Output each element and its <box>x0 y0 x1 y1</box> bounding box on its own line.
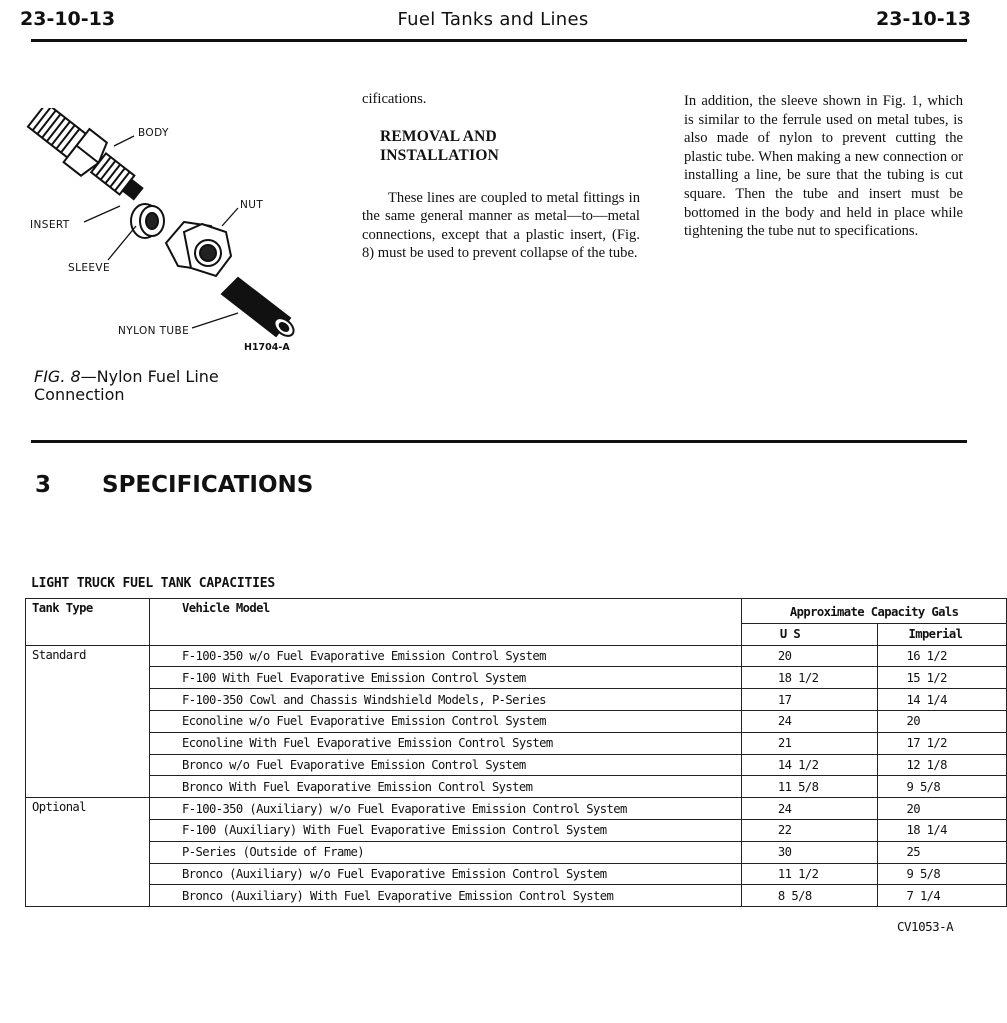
middle-text-column <box>362 90 640 263</box>
tank-type-cell: Optional <box>26 798 150 907</box>
table-row <box>26 863 1007 885</box>
table-header-row <box>26 599 1007 624</box>
continued-text: cifications. <box>362 91 427 107</box>
imperial-capacity-cell: 20 <box>878 710 1007 732</box>
figure-code: H1704-A <box>244 342 290 353</box>
imperial-capacity-cell: 12 1/8 <box>878 754 1007 776</box>
header-rule <box>31 39 967 42</box>
figure-number: FIG. 8 <box>34 367 81 386</box>
table-row <box>26 667 1007 689</box>
imperial-capacity-cell: 15 1/2 <box>878 667 1007 689</box>
table-row <box>26 776 1007 798</box>
vehicle-model-cell: F-100-350 Cowl and Chassis Windshield Models, P-Series <box>150 689 742 711</box>
nylon-fuel-line-illustration <box>26 108 316 358</box>
figure-caption <box>34 368 274 404</box>
label-nut: NUT <box>240 199 264 211</box>
table-row <box>26 819 1007 841</box>
removal-paragraph: These lines are coupled to metal fittings in the same general manner as metal—to—metal connections, except that a plastic insert, (Fig. 8) must be used to prevent collapse of the tube. <box>362 189 640 262</box>
imperial-capacity-cell: 9 5/8 <box>878 776 1007 798</box>
table-row <box>26 885 1007 907</box>
us-capacity-cell: 11 1/2 <box>741 863 878 885</box>
vehicle-model-cell: Bronco (Auxiliary) With Fuel Evaporative Emission Control System <box>150 885 742 907</box>
us-capacity-cell: 8 5/8 <box>741 885 878 907</box>
table-code: CV1053-A <box>897 919 954 934</box>
table-row <box>26 798 1007 820</box>
us-capacity-cell: 20 <box>741 645 878 667</box>
tank-type-cell: Standard <box>26 645 150 798</box>
heading-line-1: REMOVAL AND <box>380 127 497 145</box>
label-sleeve: SLEEVE <box>68 262 111 274</box>
table-row <box>26 841 1007 863</box>
imperial-capacity-cell: 7 1/4 <box>878 885 1007 907</box>
vehicle-model-cell: F-100-350 w/o Fuel Evaporative Emission Control System <box>150 645 742 667</box>
table-row <box>26 732 1007 754</box>
imperial-capacity-cell: 14 1/4 <box>878 689 1007 711</box>
vehicle-model-cell: F-100 With Fuel Evaporative Emission Control System <box>150 667 742 689</box>
label-nylon-tube: NYLON TUBE <box>118 325 190 337</box>
us-capacity-cell: 24 <box>741 710 878 732</box>
vehicle-model-cell: Bronco (Auxiliary) w/o Fuel Evaporative Emission Control System <box>150 863 742 885</box>
imperial-capacity-cell: 18 1/4 <box>878 819 1007 841</box>
vehicle-model-cell: P-Series (Outside of Frame) <box>150 841 742 863</box>
vehicle-model-cell: F-100-350 (Auxiliary) w/o Fuel Evaporative Emission Control System <box>150 798 742 820</box>
us-capacity-cell: 17 <box>741 689 878 711</box>
header-vehicle-model: Vehicle Model <box>150 599 742 646</box>
label-body: BODY <box>138 127 169 139</box>
us-capacity-cell: 30 <box>741 841 878 863</box>
imperial-capacity-cell: 17 1/2 <box>878 732 1007 754</box>
heading-line-2: INSTALLATION <box>380 146 499 164</box>
vehicle-model-cell: Econoline w/o Fuel Evaporative Emission Control System <box>150 710 742 732</box>
imperial-capacity-cell: 20 <box>878 798 1007 820</box>
section-title: SPECIFICATIONS <box>102 472 314 498</box>
table-row <box>26 645 1007 667</box>
vehicle-model-cell: Bronco With Fuel Evaporative Emission Control System <box>150 776 742 798</box>
sleeve-paragraph: In addition, the sleeve shown in Fig. 1, which is similar to the ferrule used on metal tubes, is also made of nylon to prevent cutting the plastic tube. When making a new connection or installing a line, be sure that the tubing is cut square. Then the tube and insert must be bottomed in the body and held in place while tightening the tube nut to specifications. <box>684 93 963 240</box>
imperial-capacity-cell: 25 <box>878 841 1007 863</box>
hex-nut <box>166 222 231 276</box>
imperial-capacity-cell: 9 5/8 <box>878 863 1007 885</box>
table-row <box>26 754 1007 776</box>
vehicle-model-cell: Bronco w/o Fuel Evaporative Emission Control System <box>150 754 742 776</box>
imperial-capacity-cell: 16 1/2 <box>878 645 1007 667</box>
section-number: 3 <box>35 472 52 498</box>
label-insert: INSERT <box>30 219 70 231</box>
page-number-right: 23-10-13 <box>876 8 972 30</box>
figure-caption-text: —Nylon Fuel Line Connection <box>34 367 219 404</box>
header-us: U S <box>741 623 878 645</box>
removal-installation-heading <box>380 127 640 165</box>
right-text-column <box>684 92 963 241</box>
us-capacity-cell: 18 1/2 <box>741 667 878 689</box>
header-imperial: Imperial <box>878 623 1007 645</box>
us-capacity-cell: 14 1/2 <box>741 754 878 776</box>
body-fitting <box>26 108 151 210</box>
header-tank-type: Tank Type <box>26 599 150 646</box>
us-capacity-cell: 21 <box>741 732 878 754</box>
table-title: LIGHT TRUCK FUEL TANK CAPACITIES <box>31 576 276 591</box>
table-row <box>26 710 1007 732</box>
section-rule <box>31 440 967 443</box>
us-capacity-cell: 22 <box>741 819 878 841</box>
sleeve-ring <box>131 204 164 238</box>
vehicle-model-cell: F-100 (Auxiliary) With Fuel Evaporative Emission Control System <box>150 819 742 841</box>
running-title: Fuel Tanks and Lines <box>397 9 589 30</box>
fuel-tank-capacities-table <box>25 598 1007 907</box>
page-number-left: 23-10-13 <box>20 8 116 30</box>
nylon-tube <box>222 278 297 339</box>
vehicle-model-cell: Econoline With Fuel Evaporative Emission Control System <box>150 732 742 754</box>
table-row <box>26 689 1007 711</box>
header-capacity: Approximate Capacity Gals <box>741 599 1006 624</box>
us-capacity-cell: 11 5/8 <box>741 776 878 798</box>
us-capacity-cell: 24 <box>741 798 878 820</box>
